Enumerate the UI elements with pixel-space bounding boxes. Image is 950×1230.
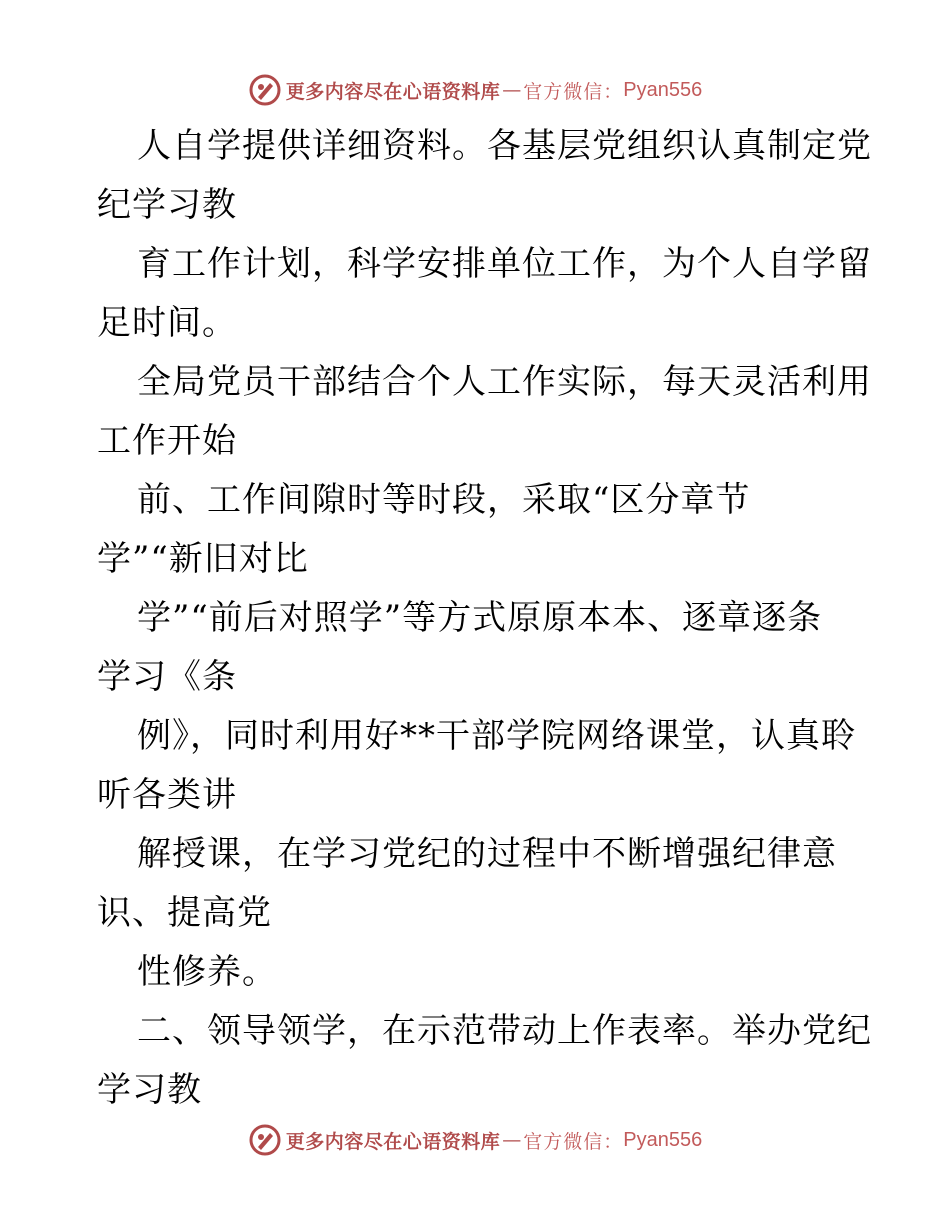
wechat-label: 官方微信：	[523, 80, 624, 103]
body-line: 学习《条	[97, 657, 237, 697]
body-line: 学”“新旧对比	[97, 539, 309, 579]
seal-logo-icon	[248, 1123, 282, 1157]
brand-text: 更多内容尽在心语资料库	[285, 1130, 501, 1153]
wechat-label: 官方微信：	[523, 1130, 624, 1153]
body-line: 学”“前后对照学”等方式原原本本、逐章逐条	[137, 598, 823, 638]
body-line: 育工作计划，科学安排单位工作，为个人自学留	[137, 244, 872, 284]
body-line: 全局党员干部结合个人工作实际，每天灵活利用	[137, 362, 872, 402]
seal-logo-icon	[248, 73, 282, 107]
separator-dash: —	[502, 79, 522, 101]
wechat-id: Pyan556	[623, 1128, 703, 1151]
body-line: 二、领导领学，在示范带动上作表率。举办党纪	[137, 1011, 872, 1051]
body-line: 人自学提供详细资料。各基层党组织认真制定党	[137, 126, 872, 166]
body-line: 识、提高党	[97, 893, 272, 933]
body-line: 学习教	[97, 1070, 202, 1110]
footer-watermark	[0, 1120, 950, 1160]
body-line: 性修养。	[137, 952, 277, 992]
body-line: 例》，同时利用好**干部学院网络课堂，认真聆	[137, 716, 856, 756]
body-line: 解授课，在学习党纪的过程中不断增强纪律意	[137, 834, 837, 874]
body-line: 听各类讲	[97, 775, 237, 815]
brand-text: 更多内容尽在心语资料库	[285, 80, 501, 103]
header-watermark	[0, 70, 950, 110]
body-line: 纪学习教	[97, 185, 237, 225]
wechat-id: Pyan556	[623, 78, 703, 101]
body-line: 足时间。	[97, 303, 237, 343]
body-line: 工作开始	[97, 421, 237, 461]
body-line: 前、工作间隙时等时段，采取“区分章节	[137, 480, 751, 520]
document-body	[97, 117, 872, 1120]
separator-dash: —	[502, 1129, 522, 1151]
